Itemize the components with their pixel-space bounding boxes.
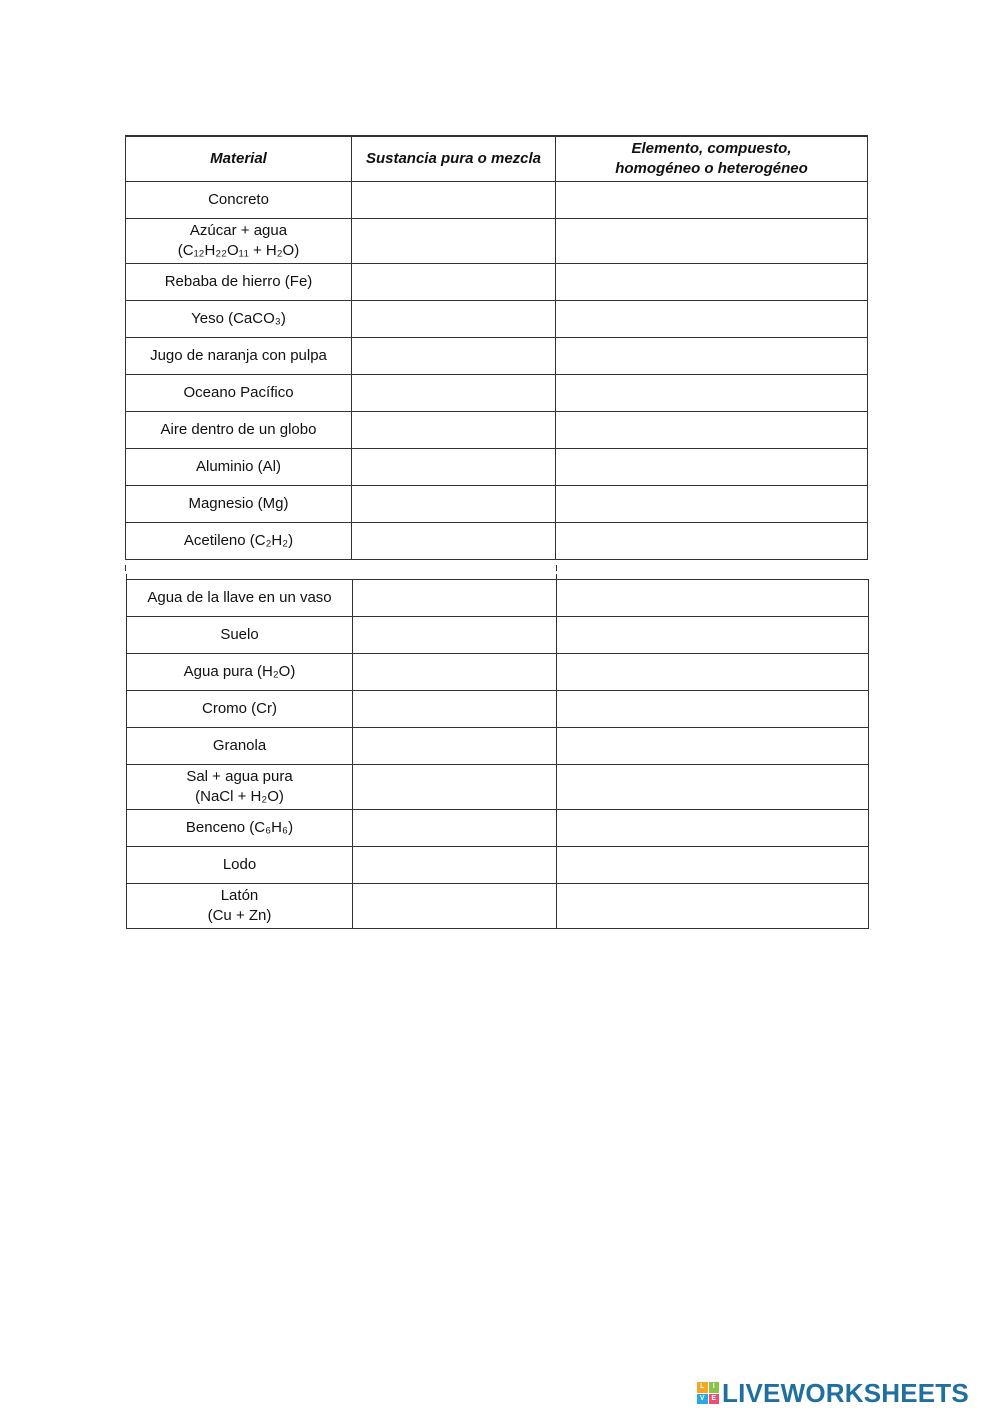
answer-cell-pure-or-mixture[interactable] [353,580,557,617]
material-formula: (Cu + Zn) [207,907,272,924]
table-row [126,181,868,218]
table-row [127,884,869,929]
stub-line [126,574,127,580]
material-cell [126,411,352,448]
logo-letter: I [709,1382,720,1393]
material-name: Lodo [222,856,257,873]
header-classification-text: Elemento, compuesto, homogéneo o heterogéneo [615,139,808,177]
answer-cell-classification[interactable] [557,765,869,810]
material-name: Latón [220,887,259,904]
header-row [126,136,868,181]
stub-line [556,574,557,580]
answer-cell-pure-or-mixture[interactable] [352,374,556,411]
answer-cell-classification[interactable] [557,728,869,765]
material-formula: (NaCl + H₂O) [195,788,284,805]
material-cell [126,374,352,411]
table-row [127,728,869,765]
answer-cell-pure-or-mixture[interactable] [353,765,557,810]
material-cell [127,810,353,847]
material-cell [126,485,352,522]
header-pure-or-mixture-text: Sustancia pura o mezcla [365,149,542,167]
table-row [127,691,869,728]
header-material: Material [126,136,352,181]
table-row [126,522,868,559]
logo-letter: V [697,1394,708,1405]
answer-cell-pure-or-mixture[interactable] [352,218,556,263]
material-name: Oceano Pacífico [183,383,294,401]
material-name: Magnesio (Mg) [188,494,289,512]
material-name: Aire dentro de un globo [160,420,317,438]
material-cell [126,263,352,300]
material-cell [127,765,353,810]
table-row [126,448,868,485]
table-row [126,263,868,300]
table-row [127,654,869,691]
material-name: Acetileno (C₂H₂) [183,531,294,549]
answer-cell-pure-or-mixture[interactable] [352,485,556,522]
material-cell [127,654,353,691]
material-cell [127,847,353,884]
answer-cell-classification[interactable] [557,884,869,929]
liveworksheets-brand [697,1377,969,1408]
answer-cell-pure-or-mixture[interactable] [353,728,557,765]
header-classification [556,136,868,181]
material-name: Benceno (C₆H₆) [185,819,294,836]
stub-line [556,565,557,571]
material-cell [127,617,353,654]
table-row [127,765,869,810]
material-cell [126,300,352,337]
material-cell [127,691,353,728]
material-name: Azúcar + agua [189,221,288,239]
answer-cell-pure-or-mixture[interactable] [353,884,557,929]
answer-cell-pure-or-mixture[interactable] [353,691,557,728]
answer-cell-classification[interactable] [556,522,868,559]
material-name: Yeso (CaCO₃) [191,309,286,327]
answer-cell-pure-or-mixture[interactable] [352,300,556,337]
answer-cell-classification[interactable] [557,691,869,728]
answer-cell-classification[interactable] [556,263,868,300]
answer-cell-classification[interactable] [557,847,869,884]
material-name: Agua de la llave en un vaso [147,589,332,606]
material-cell [126,337,352,374]
answer-cell-pure-or-mixture[interactable] [353,847,557,884]
table-row [127,810,869,847]
material-cell [127,728,353,765]
answer-cell-pure-or-mixture[interactable] [353,810,557,847]
material-name: Agua pura (H₂O) [183,663,296,680]
answer-cell-pure-or-mixture[interactable] [352,448,556,485]
table-row [126,374,868,411]
answer-cell-classification[interactable] [556,218,868,263]
answer-cell-classification[interactable] [557,654,869,691]
material-cell [126,218,352,263]
material-name: Suelo [220,626,259,643]
answer-cell-pure-or-mixture[interactable] [352,411,556,448]
table-row [127,617,869,654]
answer-cell-classification[interactable] [556,337,868,374]
answer-cell-classification[interactable] [556,181,868,218]
table-row [126,300,868,337]
answer-cell-classification[interactable] [556,411,868,448]
material-name: Cromo (Cr) [202,700,277,717]
answer-cell-pure-or-mixture[interactable] [352,337,556,374]
worksheet-table-part1 [125,135,868,560]
answer-cell-classification[interactable] [557,580,869,617]
material-cell [127,580,353,617]
logo-letter: L [697,1382,708,1393]
table-row [126,485,868,522]
answer-cell-classification[interactable] [556,485,868,522]
table-row [126,411,868,448]
answer-cell-pure-or-mixture[interactable] [352,263,556,300]
material-name: Concreto [208,190,269,208]
stub-line [125,565,126,571]
header-pure-or-mixture [352,136,556,181]
table-row [127,847,869,884]
material-cell [126,181,352,218]
answer-cell-classification[interactable] [556,448,868,485]
material-cell [126,448,352,485]
answer-cell-classification[interactable] [556,300,868,337]
answer-cell-classification[interactable] [557,617,869,654]
answer-cell-pure-or-mixture[interactable] [352,181,556,218]
material-name: Rebaba de hierro (Fe) [164,272,313,290]
table-row [126,218,868,263]
worksheet-table-part2 [126,579,869,929]
material-name: Aluminio (Al) [195,457,282,475]
material-formula: (C₁₂H₂₂O₁₁ + H₂O) [177,241,300,259]
material-name: Granola [212,737,267,754]
table-row [126,337,868,374]
answer-cell-classification[interactable] [556,374,868,411]
brand-name: LIVEWORKSHEETS [722,1377,969,1408]
answer-cell-pure-or-mixture[interactable] [352,522,556,559]
material-cell [127,884,353,929]
answer-cell-pure-or-mixture[interactable] [353,617,557,654]
table-row [127,580,869,617]
material-name: Sal + agua pura [186,768,293,785]
logo-letter: E [709,1394,720,1405]
liveworksheets-logo-icon [697,1382,719,1404]
answer-cell-pure-or-mixture[interactable] [353,654,557,691]
answer-cell-classification[interactable] [557,810,869,847]
material-name: Jugo de naranja con pulpa [150,346,327,364]
material-cell [126,522,352,559]
